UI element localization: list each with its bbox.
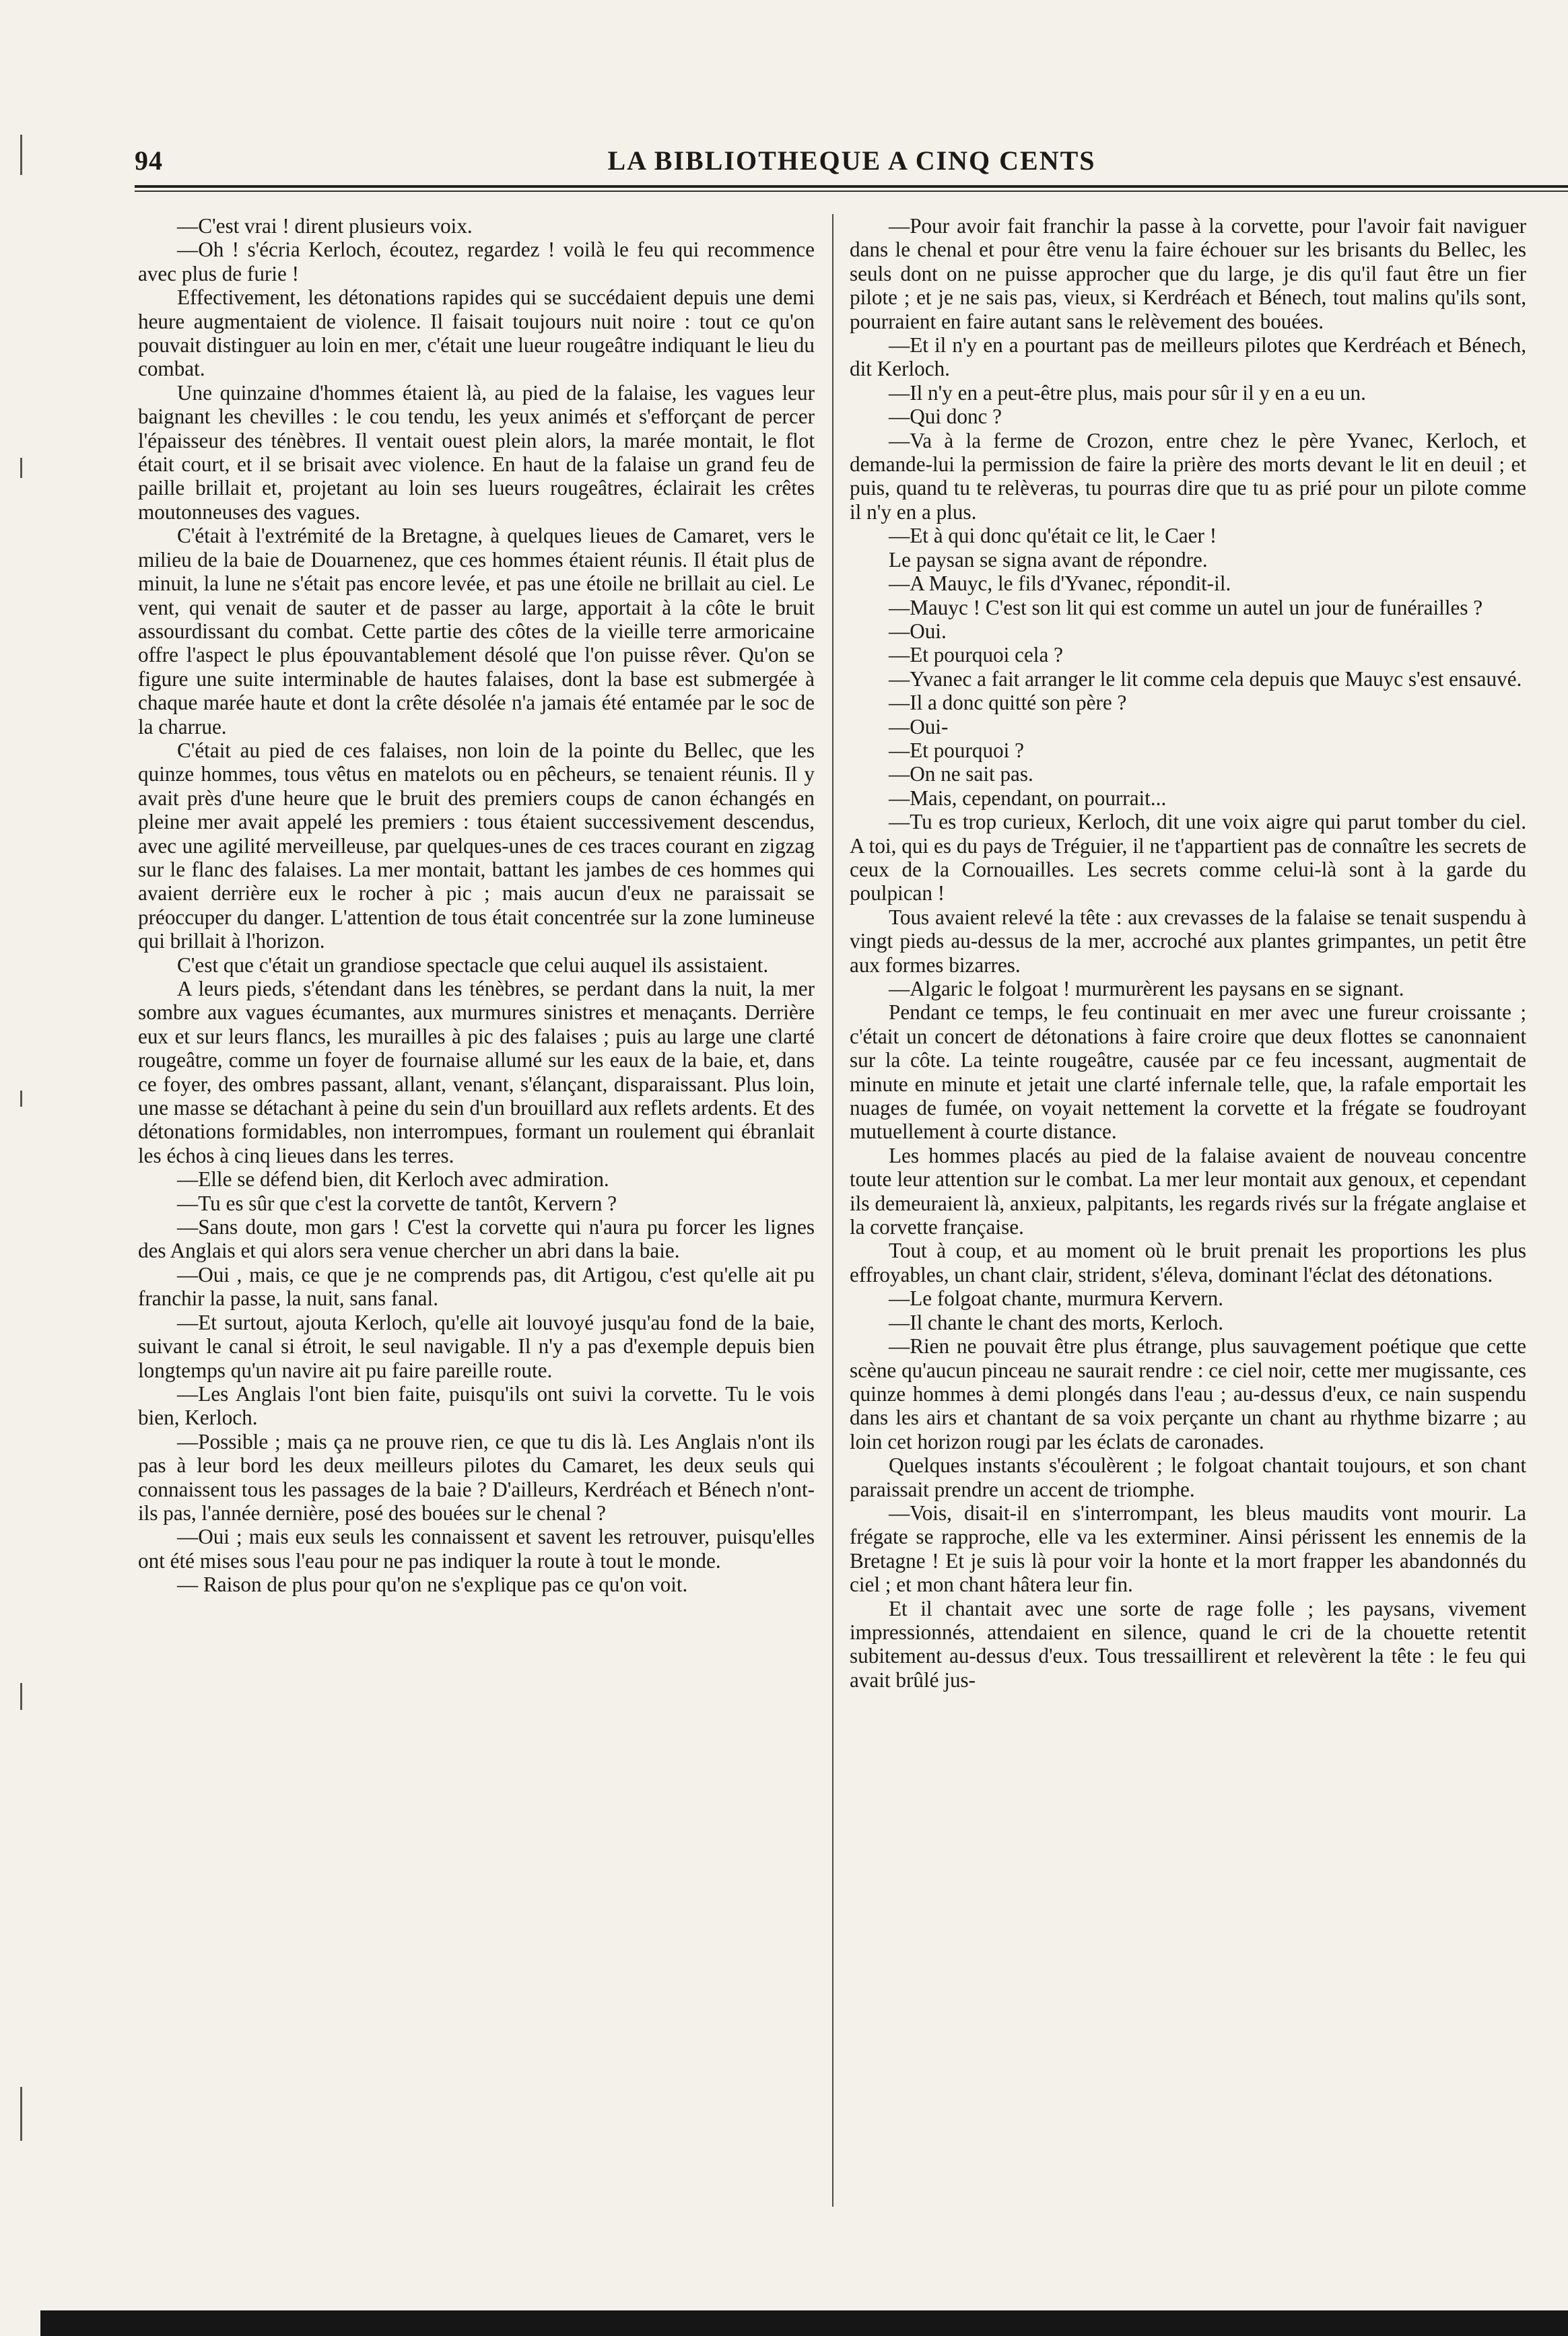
- paragraph: —Oui ; mais eux seuls les connaissent et savent les retrouver, puisqu'elles ont été mises sous l'eau pour ne pas indiquer la route à tout le monde.: [138, 1525, 815, 1573]
- paragraph: C'était à l'extrémité de la Bretagne, à quelques lieues de Camaret, vers le milieu de la baie de Douarnenez, que ces hommes étaient réunis. Il était plus de minuit, la lune ne s'était pas encore levée, et pas une étoile ne brillait au ciel. Le vent, qui venait de sauter et de passer au large, apportait à la côte le bruit assourdissant du combat. Cette partie des côtes de la vieille terre armoricaine offre l'aspect le plus épouvantablement désolé que l'on puisse rêver. Qu'on se figure une suite interminable de hautes falaises, dont la base est submergée à chaque marée haute et dont la crête désolée n'a jamais été entamée par le soc de la charrue.: [138, 524, 815, 738]
- paragraph: —Il n'y en a peut-être plus, mais pour sûr il y en a eu un.: [889, 380, 1366, 405]
- page-number: 94: [135, 145, 163, 176]
- paragraph: Quelques instants s'écoulèrent ; le folgoat chantait toujours, et son chant paraissait prendre un accent de triomphe.: [850, 1453, 1526, 1501]
- column-divider: [832, 214, 833, 2207]
- paragraph: —Et il n'y en a pourtant pas de meilleurs pilotes que Kerdréach et Bénech, dit Kerloch.: [850, 333, 1526, 381]
- paragraph: —Le folgoat chante, murmura Kervern.: [889, 1286, 1224, 1311]
- bottom-scan-border: [40, 2310, 1568, 2336]
- paragraph: —C'est vrai ! dirent plusieurs voix.: [177, 214, 473, 238]
- header-rule-thin: [135, 191, 1568, 192]
- paragraph: —Il chante le chant des morts, Kerloch.: [889, 1310, 1224, 1334]
- paragraph: —Et surtout, ajouta Kerloch, qu'elle ait louvoyé jusqu'au fond de la baie, suivant le canal si étroit, le seul navigable. Il n'y a pas d'exemple depuis bien longtemps qu'un navire ait pu faire pareille route.: [138, 1310, 815, 1382]
- paragraph: —A Mauyc, le fils d'Yvanec, répondit-il.: [889, 572, 1231, 596]
- paragraph: —Elle se défend bien, dit Kerloch avec admiration.: [177, 1167, 609, 1192]
- paragraph: —Et pourquoi cela ?: [889, 643, 1063, 667]
- paragraph: —Mauyc ! C'est son lit qui est comme un autel un jour de funérailles ?: [889, 595, 1483, 619]
- paragraph: —Il a donc quitté son père ?: [889, 691, 1127, 715]
- paragraph: —Possible ; mais ça ne prouve rien, ce que tu dis là. Les Anglais n'ont ils pas à leur bord les deux meilleurs pilotes du Camaret, les deux seuls qui connaissent tous les passages de la baie ? D'ailleurs, Kerdréach et Bénech n'ont-ils pas, l'année dernière, posé des bouées sur le chenal ?: [138, 1429, 815, 1525]
- paragraph: Effectivement, les détonations rapides qui se succédaient depuis une demi heure augmentaient de violence. Il faisait toujours nuit noire : tout ce qu'on pouvait distinguer au loin en mer, c'était une lueur rougeâtre indiquant le lieu du combat.: [138, 285, 815, 381]
- running-title: LA BIBLIOTHEQUE A CINQ CENTS: [607, 145, 1096, 176]
- paragraph: —Mais, cependant, on pourrait...: [889, 786, 1167, 810]
- paragraph: —Les Anglais l'ont bien faite, puisqu'ils ont suivi la corvette. Tu le vois bien, Kerloch.: [138, 1381, 815, 1430]
- paragraph: —Sans doute, mon gars ! C'est la corvette qui n'aura pu forcer les lignes des Anglais et qui alors sera venue chercher un abri dans la baie.: [138, 1215, 815, 1263]
- paragraph: —Oui.: [889, 619, 947, 643]
- paragraph: —Yvanec a fait arranger le lit comme cela depuis que Mauyc s'est ensauvé.: [889, 666, 1522, 691]
- paragraph: Pendant ce temps, le feu continuait en mer avec une fureur croissante ; c'était un concert de détonations à faire croire que deux flottes se canonnaient sur la côte. La teinte rougeâtre, causée par ce feu incessant, augmentait de minute en minute et jetait une clarté infernale telle, que, la rafale emportait les nuages de fumée, on voyait nettement la corvette et la frégate se foudroyant mutuellement à courte distance.: [850, 1000, 1526, 1144]
- page-header: [135, 145, 1568, 185]
- paragraph: —Tu es trop curieux, Kerloch, dit une voix aigre qui parut tomber du ciel. A toi, qui es du pays de Tréguier, il ne t'appartient pas de connaître les secrets de ceux de la Cornouailles. Les secrets comme celui-là sont à la garde du poulpican !: [850, 810, 1526, 905]
- paragraph: C'est que c'était un grandiose spectacle que celui auquel ils assistaient.: [177, 953, 769, 977]
- paragraph: —Tu es sûr que c'est la corvette de tantôt, Kervern ?: [177, 1191, 617, 1215]
- paragraph: Et il chantait avec une sorte de rage folle ; les paysans, vivement impressionnés, attendaient en silence, quand le cri de la chouette retentit subitement au-dessus d'eux. Tous tressaillirent et relevèrent la tête : le feu qui avait brûlé jus-: [850, 1596, 1526, 1692]
- paragraph: —Rien ne pouvait être plus étrange, plus sauvagement poétique que cette scène qu'aucun pinceau ne saurait rendre : ce ciel noir, cette mer mugissante, ces quinze hommes à demi plongés dans l'eau ; au-dessus d'eux, ce nain suspendu dans les airs et chantant de sa voix perçante un chant au rhythme bizarre ; au loin cet horizon rougi par les éclats de caronades.: [850, 1334, 1526, 1453]
- paragraph: Tout à coup, et au moment où le bruit prenait les proportions les plus effroyables, un chant clair, strident, s'éleva, dominant l'éclat des détonations.: [850, 1239, 1526, 1286]
- paragraph: —On ne sait pas.: [889, 762, 1033, 786]
- paragraph: Le paysan se signa avant de répondre.: [889, 547, 1208, 572]
- right-column: [850, 214, 1526, 1692]
- paragraph: Les hommes placés au pied de la falaise avaient de nouveau concentre toute leur attention sur le combat. La mer leur montait aux genoux, et cependant ils demeuraient là, anxieux, palpitants, les regards rivés sur la frégate anglaise et la corvette française.: [850, 1143, 1526, 1239]
- paragraph: —Vois, disait-il en s'interrompant, les bleus maudits vont mourir. La frégate se rapproche, elle va les exterminer. Ainsi périssent les ennemis de la Bretagne ! Et je suis là pour voir la honte et la mort frapper les abandonnés du ciel ; et mon chant hâtera leur fin.: [850, 1501, 1526, 1597]
- paragraph: —Pour avoir fait franchir la passe à la corvette, pour l'avoir fait naviguer dans le chenal et pour être venu la faire échouer sur les brisants du Bellec, les seuls dont on ne puisse approcher que du large, je dis qu'il faut être un fier pilote ; et je ne sais pas, vieux, si Kerdréach et Bénech, tout malins qu'ils sont, pourraient en faire autant sans le relèvement des bouées.: [850, 214, 1526, 333]
- paragraph: —Et à qui donc qu'était ce lit, le Caer !: [889, 524, 1217, 548]
- paragraph: —Oh ! s'écria Kerloch, écoutez, regardez ! voilà le feu qui recommence avec plus de furie !: [138, 238, 815, 285]
- paragraph: A leurs pieds, s'étendant dans les ténèbres, se perdant dans la nuit, la mer sombre aux vagues écumantes, aux murmures sinistres et menaçants. Derrière eux et sur leurs flancs, les murailles à pic des falaises ; puis au large une clarté rougeâtre, comme un foyer de fournaise allumé sur les eaux de la baie, et, dans ce foyer, des ombres passant, allant, venant, s'élançant, disparaissant. Plus loin, une masse se détachant à peine du sein d'un brouillard aux reflets ardents. Et des détonations formidables, non interrompues, formant un roulement qui ébranlait les échos à cinq lieues dans les terres.: [138, 977, 815, 1167]
- left-column: [138, 214, 815, 1597]
- paragraph: Tous avaient relevé la tête : aux crevasses de la falaise se tenait suspendu à vingt pieds au-dessus de la mer, accroché aux plantes grimpantes, un petit être aux formes bizarres.: [850, 905, 1526, 977]
- paragraph: —Et pourquoi ?: [889, 738, 1024, 762]
- paragraph: —Va à la ferme de Crozon, entre chez le père Yvanec, Kerloch, et demande-lui la permission de faire la prière des morts devant le lit en deuil ; et puis, quand tu te relèveras, tu pourras dire que tu as prié pour un pilote comme il n'y en a plus.: [850, 428, 1526, 524]
- left-margin-marks: [20, 135, 40, 2154]
- paragraph: —Algaric le folgoat ! murmurèrent les paysans en se signant.: [889, 977, 1404, 1000]
- paragraph: —Qui donc ?: [889, 405, 1002, 429]
- paragraph: C'était au pied de ces falaises, non loin de la pointe du Bellec, que les quinze hommes, tous vêtus en matelots ou en pêcheurs, se tenaient réunis. Il y avait près d'une heure que le bruit des premiers coups de canon échangés en pleine mer avait appelé les premiers : tous étaient successivement descendus, avec une agilité merveilleuse, par quelques-unes de ces traces courant en zigzag sur le flanc des falaises. La mer montait, battant les jambes de ces hommes qui avaient derrière eux le rocher à pic ; mais aucun d'eux ne paraissait se préoccuper du danger. L'attention de tous était concentrée sur la zone lumineuse qui brillait à l'horizon.: [138, 738, 815, 953]
- paragraph: —Oui , mais, ce que je ne comprends pas, dit Artigou, c'est qu'elle ait pu franchir la passe, la nuit, sans fanal.: [138, 1262, 815, 1311]
- header-rule-thick: [135, 185, 1568, 188]
- paragraph: Une quinzaine d'hommes étaient là, au pied de la falaise, les vagues leur baignant les chevilles : le cou tendu, les yeux animés et s'efforçant de percer l'épaisseur des ténèbres. Il ventait ouest plein alors, la marée montait, le flot était court, et il se brisait avec violence. En haut de la falaise un grand feu de paille brillait et, projetant au loin ses lueurs rougeâtres, éclairait les crêtes moutonneuses des vagues.: [138, 380, 815, 524]
- paragraph: —Oui-: [889, 714, 949, 738]
- paragraph: — Raison de plus pour qu'on ne s'explique pas ce qu'on voit.: [177, 1573, 688, 1597]
